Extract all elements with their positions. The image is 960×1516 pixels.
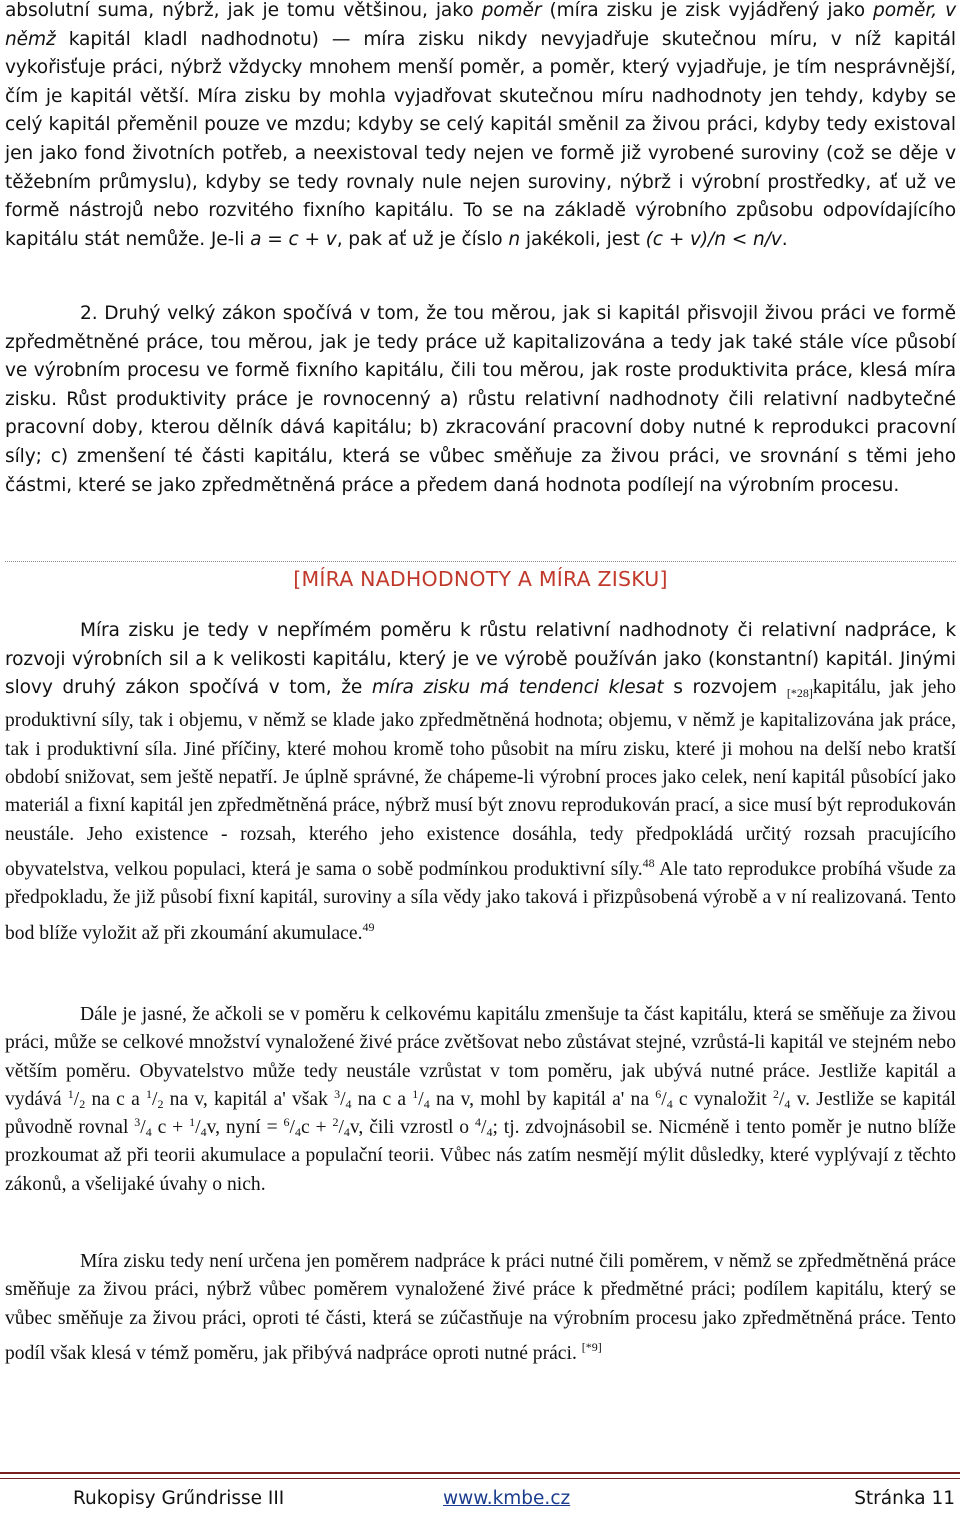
footnote-marker: 48	[642, 855, 655, 870]
footer-rule	[0, 1472, 960, 1474]
reference-marker: [*28]	[786, 686, 813, 701]
paragraph-3: Míra zisku je tedy v nepřímém poměru k růstu relativní nadhodnoty či relativní nadpráce, k rozvoji výrobních sil a k velikosti kapitálu, který je ve výrobě používán jako (konstantní) kapitál. Jinými slovy druhý zákon spočívá v tom, že míra zisku má tendenci klesat s rozvojem $_{[*28]}$kapitálu, jak jeho produktivní síly, tak i objemu, v němž se klade jako zpředmětněná hodnota; objemu, v němž je kapitalizována jak práce, tak i produktivní síla. Jiné příčiny, které mohou kromě toho působit na míru zisku, které ji mohou na delší nebo kratší období snižovat, sem ještě nepatří. Je úplně správné, že chápeme-li výrobní proces jako celek, není kapitál působící jako materiál a fixní kapitál jen zpředmětněná práce, nýbrž musí být znovu reprodukován prací, a sice musí být reprodukován neustále. Jeho existence - rozsah, kterého jeho existence dosáhla, tedy předpokládá určitý rozsah pracujícího obyvatelstva, velkou populaci, která je sama o sobě podmínkou produktivní síly.$^{48}$ Ale tato reprodukce probíhá všude za předpokladu, že již působí fixní kapitál, suroviny a síla vědy jako taková i přizpůsobená výrobě a v ní realizovaná. Tento bod blíže vyložit až při zkoumání akumulace.$^{49}$	[5, 620, 956, 944]
footer-rule-thin	[0, 1478, 960, 1479]
section-heading: [MÍRA NADHODNOTY A MÍRA ZISKU]	[293, 567, 668, 591]
reference-marker: [*9]	[581, 1339, 602, 1354]
paragraph-2: 2. Druhý velký zákon spočívá v tom, že tou měrou, jak si kapitál přisvojil živou práci ve formě zpředmětněné práce, tou měrou, jak je tedy práce už kapitalizována a tedy jak také stále více působí ve výrobním procesu ve formě fixního kapitálu, čili tou měrou, jak roste produktivita práce, klesá míra zisku. Růst produktivity práce je rovnocenný a) růstu relativní nadhodnoty čili relativní nadbytečné pracovní doby, kterou dělník dává kapitálu; b) zkracování pracovní doby nutné k reprodukci pracovní síly; c) zmenšení té části kapitálu, která se vůbec směňuje za živou práci, ve srovnání s těmi jeho částmi, které se jako zpředmětněná práce a předem daná hodnota podílejí na výrobním procesu.	[5, 303, 956, 496]
footer-link[interactable]: www.kmbe.cz	[443, 1488, 571, 1509]
paragraph-1: absolutní suma, nýbrž, jak je tomu většinou, jako poměr (míra zisku je zisk vyjádřený jako poměr, v němž kapitál kladl nadhodnotu) — míra zisku nikdy nevyjadřuje skutečnou míru, v níž kapitál vykořisťuje práci, nýbrž vždycky mnohem menší poměr, a poměr, který vyjadřuje, je tím nesprávnější, čím je kapitál větší. Míra zisku by mohla vyjadřovat skutečnou míru nadhodnoty jen tehdy, kdyby se celý kapitál přeměnil pouze ve mzdu; kdyby se celý kapitál směnil za živou práci, kdyby tedy existoval jen jako fond životních potřeb, a neexistoval tedy nejen ve formě již vyrobené suroviny (což se děje v těžebním průmyslu), kdyby se tedy rovnaly nule nejen suroviny, nýbrž i výrobní prostředky, ať už ve formě nástrojů nebo rozvitého fixního kapitálu. To se na základě výrobního způsobu odpovídajícího kapitálu stát nemůže. Je-li a = c + v, pak ať už je číslo n jakékoli, jest (c + v)/n < n/v.	[5, 0, 956, 250]
footnote-marker: 49	[362, 919, 375, 934]
page-number: Stránka 11	[854, 1488, 955, 1509]
section-divider	[5, 561, 956, 562]
paragraph-5: Míra zisku tedy není určena jen poměrem nadpráce k práci nutné čili poměrem, v němž se zpředmětněná práce směňuje za živou práci, nýbrž vůbec poměrem vynaložené živé práce k předmětné práci; podílem kapitálu, který se vůbec směňuje za živou práci, oproti té části, která se zúčastňuje na výrobním procesu jako zpředmětněná práce. Tento podíl však klesá v témž poměru, jak přibývá nadpráce oproti nutné práci. [*9]	[5, 1251, 956, 1364]
paragraph-4: Dále je jasné, že ačkoli se v poměru k celkovému kapitálu zmenšuje ta část kapitálu, která se směňuje za živou práci, může se celkové množství vynaložené živé práce zvětšovat nebo zůstávat stejné, vzrůstá-li kapitál ve stejném nebo větším poměru. Obyvatelstvo může tedy neustále vzrůstat v tom poměru, jak ubývá nutné práce. Jestliže kapitál a vydává $^1/_2$ na c a $^1/_2$ na v, kapitál a' však $^3/_4$ na c a $^1/_4$ na v, mohl by kapitál a' na $^6/_4$ c vynaložit $^2/_4$ v. Jestliže se kapitál původně rovnal $^3/_4$ $c + ^1/_4v$, nyní = $^6/_4c + ^2/_4v$, čili vzrostl o $^4/_4$; tj. zdvojnásobil se. Nicméně i tento poměr je nutno blíže prozkoumat až při teorii akumulace a populační teorii. Vůbec nás zatím nesmějí mýlit důsledky, které vyplývají z těchto zákonů, a všelijaké úvahy o nich.	[5, 1004, 957, 1195]
footer-title: Rukopisy Grűndrisse III	[73, 1488, 285, 1509]
